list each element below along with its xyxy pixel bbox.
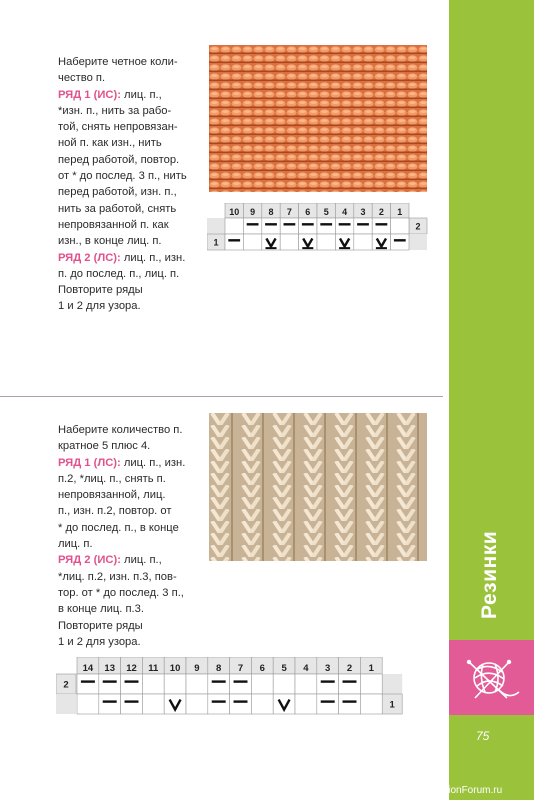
instruction-line xyxy=(58,503,185,519)
purl-symbol xyxy=(125,700,139,702)
chart-column-number: 14 xyxy=(82,663,94,674)
chart-row-number: 1 xyxy=(213,237,219,248)
purl-symbol xyxy=(339,223,351,225)
instruction-text: лиц. п., xyxy=(120,88,162,101)
instruction-line xyxy=(58,585,185,601)
instruction-text: изн., в конце лиц. п. xyxy=(58,235,162,248)
chart-cell xyxy=(121,674,143,694)
yarn-ball-icon xyxy=(449,640,534,715)
instruction-text: *изн. п., нить за рабо- xyxy=(58,104,172,117)
chart-cell xyxy=(208,694,230,714)
purl-symbol xyxy=(394,239,406,241)
instruction-text: п.2, *лиц. п., снять п. xyxy=(58,472,166,485)
purl-symbol xyxy=(125,680,139,682)
instruction-line xyxy=(58,601,185,617)
purl-symbol xyxy=(376,223,388,225)
instruction-text: Повторите ряды xyxy=(58,619,143,632)
chart-row-number: 2 xyxy=(415,221,421,232)
instruction-line xyxy=(58,438,185,454)
instruction-line xyxy=(58,119,187,135)
chart-cell xyxy=(230,694,252,714)
row-label: РЯД 2 (ЛС): xyxy=(58,251,121,264)
chart-cell xyxy=(273,674,295,694)
purl-symbol xyxy=(321,680,335,682)
chart-column-number: 6 xyxy=(305,207,311,217)
instruction-line xyxy=(58,634,185,650)
chart-column-number: 9 xyxy=(250,207,256,217)
instruction-text: п. до послед. п., лиц. п. xyxy=(58,267,180,280)
pattern2-chart xyxy=(56,657,424,717)
chart-column-number: 4 xyxy=(303,663,309,674)
section-badge xyxy=(449,640,534,715)
instruction-text: перед работой, изн. п., xyxy=(58,186,177,199)
chart-cell xyxy=(77,674,99,694)
instruction-text: *лиц. п.2, изн. п.3, пов- xyxy=(58,570,177,583)
instruction-line xyxy=(58,618,185,634)
instruction-text: перед работой, повтор. xyxy=(58,153,180,166)
chart-column-number: 2 xyxy=(346,663,353,674)
chart-column-number: 1 xyxy=(397,207,403,217)
chart-column-number: 10 xyxy=(229,207,240,217)
purl-symbol xyxy=(357,223,369,225)
purl-symbol xyxy=(302,223,314,225)
purl-symbol xyxy=(234,680,248,682)
purl-symbol xyxy=(247,223,259,225)
instruction-line xyxy=(58,569,185,585)
instruction-text: той, снять непровязан- xyxy=(58,121,178,134)
chart-cell xyxy=(225,218,243,234)
instruction-text: лиц. п., xyxy=(120,554,162,567)
purl-symbol xyxy=(343,700,357,702)
instruction-text: п., изн. п.2, повтор. от xyxy=(58,505,172,518)
chart-cell xyxy=(142,694,164,714)
purl-symbol xyxy=(321,700,335,702)
chart-column-number: 2 xyxy=(378,207,384,217)
instruction-text: непровязанной, лиц. xyxy=(58,489,166,502)
chart-cell xyxy=(317,234,335,250)
instruction-text: нить за работой, снять xyxy=(58,202,177,215)
chart-column-number: 8 xyxy=(268,207,274,217)
instruction-line xyxy=(58,471,185,487)
chart-cell xyxy=(339,674,361,694)
instruction-text: чество п. xyxy=(58,72,106,85)
purl-symbol xyxy=(320,223,332,225)
chart-filler xyxy=(409,234,427,250)
chart-cell xyxy=(243,234,261,250)
chart-column-number: 3 xyxy=(325,663,331,674)
instruction-line xyxy=(58,184,187,200)
chart-cell xyxy=(230,674,252,694)
chart-column-number: 5 xyxy=(323,207,329,217)
instruction-line xyxy=(58,298,187,314)
chart-cell xyxy=(121,694,143,714)
instruction-line xyxy=(58,282,187,298)
chart-cell xyxy=(99,694,121,714)
instruction-text: в конце лиц. п.3. xyxy=(58,603,144,616)
chart-cell xyxy=(251,674,273,694)
chart-cell xyxy=(208,674,230,694)
chart-column-number: 8 xyxy=(216,663,222,674)
section-divider xyxy=(0,396,443,397)
chart-cell xyxy=(142,674,164,694)
chart-cell xyxy=(335,218,353,234)
chart-cell xyxy=(186,674,208,694)
instruction-text: лиц. п. xyxy=(58,538,93,551)
instruction-line xyxy=(58,201,187,217)
chart-column-number: 13 xyxy=(104,663,115,674)
pattern1-chart xyxy=(207,203,429,251)
chart-cell xyxy=(77,694,99,714)
purl-symbol xyxy=(212,700,226,702)
chart-cell xyxy=(372,218,390,234)
instruction-text: Наберите количество п. xyxy=(58,424,183,436)
chart-column-number: 12 xyxy=(126,663,137,674)
chart-column-number: 5 xyxy=(281,663,287,674)
chart-cell xyxy=(391,234,409,250)
instruction-line xyxy=(58,552,185,568)
chart-cell xyxy=(317,694,339,714)
chart-column-number: 10 xyxy=(169,663,181,674)
instruction-text: кратное 5 плюс 4. xyxy=(58,440,151,453)
chart-cell xyxy=(360,694,382,714)
purl-symbol xyxy=(228,239,240,241)
purl-symbol xyxy=(212,680,226,682)
pattern2-instructions xyxy=(58,422,185,650)
instruction-line xyxy=(58,250,187,266)
purl-symbol xyxy=(343,680,357,682)
instruction-line xyxy=(58,422,185,438)
chart-cell xyxy=(354,234,372,250)
row-label: РЯД 1 (ЛС): xyxy=(58,456,121,469)
chart-cell xyxy=(99,674,121,694)
chart-cell xyxy=(164,674,186,694)
instruction-line xyxy=(58,54,187,70)
instruction-line xyxy=(58,266,187,282)
watermark: PassionForum.ru xyxy=(426,785,503,796)
chart-column-number: 11 xyxy=(148,663,159,674)
instruction-line xyxy=(58,487,185,503)
instruction-line xyxy=(58,70,187,86)
chart-cell xyxy=(339,694,361,714)
instruction-line xyxy=(58,103,187,119)
instruction-text: 1 и 2 для узора. xyxy=(58,300,141,313)
chart-cell xyxy=(295,694,317,714)
chart-cell xyxy=(391,218,409,234)
chart-column-number: 6 xyxy=(259,663,265,674)
chart-filler xyxy=(382,674,402,694)
instruction-text: непровязанной п. как xyxy=(58,218,169,231)
instruction-line xyxy=(58,536,185,552)
purl-symbol xyxy=(103,700,117,702)
instruction-text: от * до послед. 3 п., нить xyxy=(58,170,187,183)
pattern1-instructions xyxy=(58,54,187,315)
instruction-line xyxy=(58,520,185,536)
pattern2-swatch-photo xyxy=(209,413,427,561)
pattern1-swatch-photo xyxy=(209,45,427,192)
chart-cell xyxy=(243,218,261,234)
chart-column-number: 7 xyxy=(237,663,244,674)
chart-row-number: 2 xyxy=(63,679,69,691)
chart-cell xyxy=(280,218,298,234)
instruction-text: 1 и 2 для узора. xyxy=(58,635,141,648)
chart-cell xyxy=(317,218,335,234)
chart-cell xyxy=(295,674,317,694)
instruction-line xyxy=(58,217,187,233)
chart-column-number: 3 xyxy=(360,207,366,217)
chart-cell xyxy=(299,218,317,234)
chart-column-number: 7 xyxy=(286,207,292,217)
row-label: РЯД 1 (ИС): xyxy=(58,88,121,101)
instruction-text: Наберите четное коли- xyxy=(58,56,178,68)
chart-cell xyxy=(280,234,298,250)
instruction-line xyxy=(58,135,187,151)
chart-cell xyxy=(317,674,339,694)
chart-row-number: 1 xyxy=(389,699,395,711)
instruction-text: * до послед. п., в конце xyxy=(58,521,179,534)
purl-symbol xyxy=(265,223,277,225)
chart-cell xyxy=(262,218,280,234)
chart-cell xyxy=(225,234,243,250)
purl-symbol xyxy=(81,680,95,682)
instruction-text: ной п. как изн., нить xyxy=(58,137,162,150)
section-title: Резинки xyxy=(478,530,501,620)
row-label: РЯД 2 (ИС): xyxy=(58,554,121,567)
purl-symbol xyxy=(284,223,296,225)
chart-column-number: 1 xyxy=(368,663,374,674)
instruction-line xyxy=(58,152,187,168)
instruction-line xyxy=(58,455,185,471)
instruction-text: лиц. п., изн. xyxy=(120,251,186,264)
chart-filler xyxy=(56,694,76,714)
chart-cell xyxy=(354,218,372,234)
instruction-text: тор. от * до послед. 3 п., xyxy=(58,586,184,599)
chart-filler xyxy=(207,218,225,234)
instruction-text: Повторите ряды xyxy=(58,284,143,297)
purl-symbol xyxy=(103,680,117,682)
instruction-line xyxy=(58,233,187,249)
instruction-text: лиц. п., изн. xyxy=(120,456,186,469)
chart-cell xyxy=(360,674,382,694)
instruction-line xyxy=(58,87,187,103)
chart-cell xyxy=(251,694,273,714)
chart-column-number: 9 xyxy=(194,663,200,674)
purl-symbol xyxy=(234,700,248,702)
instruction-line xyxy=(58,168,187,184)
chart-column-number: 4 xyxy=(342,207,348,217)
chart-cell xyxy=(186,694,208,714)
page-number: 75 xyxy=(476,729,490,743)
